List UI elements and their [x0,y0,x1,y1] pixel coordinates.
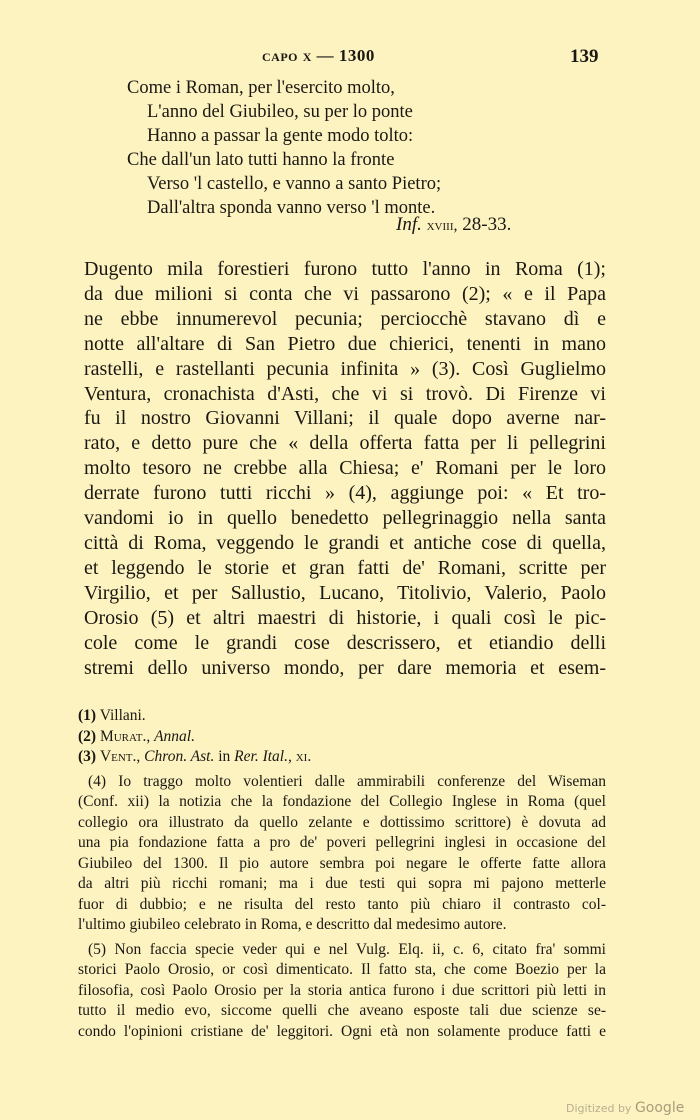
verse-citation [396,214,511,236]
body-line: Orosio (5) et altri maestri di historie, i quali così le pic- [84,606,606,629]
body-line: Virgilio, et per Sallustio, Lucano, Titolivio, Valerio, Paolo [84,581,606,604]
footnote-line: l'ultimo giubileo celebrato in Roma, e descritto dal medesimo autore. [78,916,507,933]
body-line: notte all'altare di San Pietro due chierici, tenenti in mano [84,332,606,355]
body-line: rato, e detto pure che « della offerta fatta per li pellegrini [84,432,606,455]
body-line: Dugento mila forestieri furono tutto l'anno in Roma (1); [84,258,606,280]
body-line: ne ebbe innumerevol pecunia; perciocchè stavano dì e [84,307,606,330]
body-line: molto tesoro ne crebbe alla Chiesa; e' Romani per le loro [84,457,606,480]
footnote-line: Giubileo del 1300. Il pio autore sembra poi negare le offerte fatte allora [78,854,606,872]
page-header [0,46,700,74]
footnote-2 [78,727,606,748]
footnote-line: (5) Non faccia specie veder qui e nel Vulg. Elq. ii, c. 6, citato fra' sommi [88,940,606,958]
footnote-work: Chron. Ast. [144,748,215,765]
footnote-line: filosofia, così Paolo Orosio per la storia antica furono i due scrittori più letti in [78,981,606,999]
body-line: et leggendo le storie et gran fatti de' Romani, scritte per [84,556,606,579]
verse-quotation [127,76,567,220]
body-line: derrate furono tutti ricchi » (4), aggiunge poi: « Et tro- [84,482,606,505]
watermark-prefix: Digitized by [566,1102,632,1115]
body-line: vandomi io in quello benedetto pellegrinaggio nella santa [84,507,606,530]
verse-line: L'anno del Giubileo, su per lo ponte [147,102,413,122]
running-title: capo x — 1300 [262,46,375,65]
watermark-brand: Google [634,1100,685,1116]
footnote-1 [78,706,606,727]
footnote-number: (2) [78,727,97,745]
page-number: 139 [570,46,599,67]
citation-range: 28-33. [462,214,512,235]
verse-line: Dall'altra sponda vanno verso 'l monte. [147,198,436,218]
body-line: da due milioni si conta che vi passarono (2); « e il Papa [84,282,606,305]
footnote-line: collegio ora illustrato da quello zelante e dottissimo scrittore) è dovuta ad [78,813,606,831]
verse-line: Verso 'l castello, e vanno a santo Pietro; [147,174,442,194]
footnote-number: (3) [78,748,97,765]
footnote-work: Annal. [154,727,195,745]
footnote-text: Villani. [99,707,146,724]
body-paragraph [84,257,606,680]
footnote-connector: in [218,748,231,765]
verse-line: Hanno a passar la gente modo tolto: [147,126,414,146]
footnote-volume: xi. [295,748,312,765]
footnote-3 [78,747,606,768]
body-line: cole come le grandi cose descrissero, et etiandio delli [84,631,606,654]
footnotes [78,706,606,1042]
footnote-line: (Conf. xii) la notizia che la fondazione del Collegio Inglese in Roma (quel [78,793,606,810]
digitized-watermark [566,1100,684,1116]
footnote-line: (4) Io traggo molto volentieri dalle ammirabili conferenze del Wiseman [88,772,606,790]
footnote-collection: Rer. Ital., [234,748,292,765]
footnote-line: una pia fondazione fatta a pro de' poveri pellegrini inglesi in occasione del [78,834,606,851]
footnote-author: Murat., [99,727,151,745]
footnote-number: (1) [78,707,97,724]
footnote-line: storici Paolo Orosio, or così dimenticato. Il fatto sta, che come Boezio per la [78,961,606,978]
citation-work: Inf. [396,214,422,235]
body-line: Ventura, cronachista d'Asti, che vi si trovò. Di Firenze vi [84,382,606,405]
footnote-author: Vent., [99,748,141,765]
footnote-line: condo l'opinioni cristiane de' leggitori. Ogni età non solamente produce fatti e [78,1022,606,1040]
citation-canto: xviii, [426,217,458,234]
footnote-line: fuor di dubbio; e ne risulta del resto tanto più chiaro il contrasto col- [78,895,606,913]
footnote-line: tutto il medio evo, siccome quelli che aveano esposte tali due scienze se- [78,1002,606,1019]
verse-line: Come i Roman, per l'esercito molto, [127,78,395,98]
verse-line: Che dall'un lato tutti hanno la fronte [127,150,395,170]
footnote-4 [78,772,606,936]
footnote-5 [78,940,606,1043]
body-line: città di Roma, veggendo le grandi et antiche cose di quella, [84,531,606,554]
footnote-line: da altri più ricchi romani; ma i due testi qui sopra mi pajono metterle [78,875,606,892]
body-line: rastelli, e rastellanti pecunia infinita » (3). Così Guglielmo [84,357,606,380]
body-line: fu il nostro Giovanni Villani; il quale dopo averne nar- [84,407,606,430]
body-line: stremi dello universo mondo, per dare memoria et esem- [84,656,606,679]
